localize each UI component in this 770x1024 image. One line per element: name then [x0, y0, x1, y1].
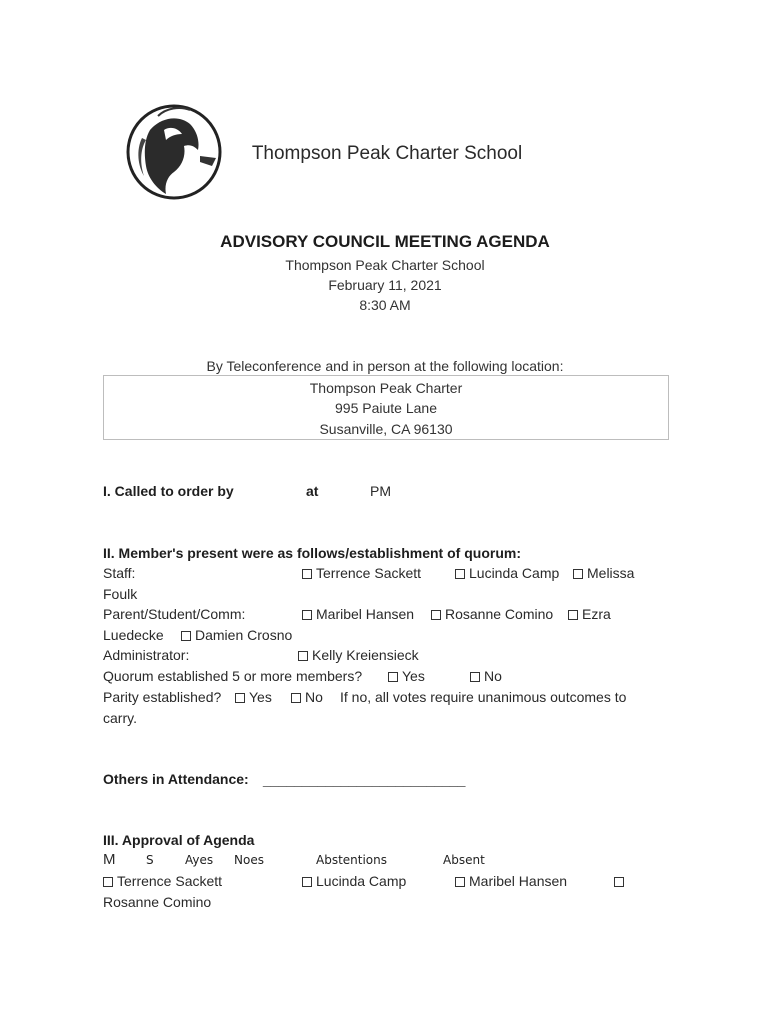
- vote-member-3[interactable]: [455, 873, 567, 889]
- checkbox[interactable]: [181, 631, 191, 641]
- admin-member-1[interactable]: [298, 647, 419, 663]
- parent-label: Parent/Student/Comm:: [103, 606, 246, 622]
- motion-label: M: [103, 851, 116, 868]
- school-name: Thompson Peak Charter School: [251, 143, 523, 164]
- location-box: [103, 375, 669, 440]
- checkbox[interactable]: [455, 877, 465, 887]
- staff-member-2-label: Lucinda Camp: [469, 565, 560, 581]
- checkbox[interactable]: [291, 693, 301, 703]
- checkbox[interactable]: [388, 672, 398, 682]
- vote-member-1-label: Terrence Sackett: [117, 873, 223, 889]
- others-label: Others in Attendance:: [103, 771, 249, 787]
- parity-no-label: No: [305, 689, 323, 705]
- meeting-time: 8:30 AM: [359, 297, 411, 313]
- vote-member-2[interactable]: [302, 873, 406, 889]
- quorum-yes-label: Yes: [402, 668, 425, 684]
- called-pm-label: PM: [370, 483, 391, 499]
- parity-note-cont: carry.: [103, 710, 137, 726]
- section-3-heading: III. Approval of Agenda: [103, 832, 255, 848]
- checkbox[interactable]: [573, 569, 583, 579]
- quorum-question: Quorum established 5 or more members?: [103, 668, 363, 684]
- vote-member-1[interactable]: [103, 873, 222, 889]
- checkbox[interactable]: [103, 877, 113, 887]
- checkbox[interactable]: [298, 651, 308, 661]
- staff-member-2[interactable]: [455, 565, 559, 581]
- checkbox[interactable]: [431, 610, 441, 620]
- parent-member-3[interactable]: [568, 606, 611, 622]
- checkbox[interactable]: [568, 610, 578, 620]
- parity-note: If no, all votes require unanimous outcomes to: [340, 689, 627, 705]
- location-intro: By Teleconference and in person at the following location:: [206, 358, 564, 374]
- parity-question: Parity established?: [103, 689, 222, 705]
- checkbox[interactable]: [455, 569, 465, 579]
- checkbox[interactable]: [470, 672, 480, 682]
- parity-no[interactable]: [291, 689, 323, 705]
- staff-member-1[interactable]: [302, 565, 421, 581]
- admin-label: Administrator:: [103, 647, 190, 663]
- staff-label: Staff:: [103, 565, 136, 581]
- vote-member-3-label: Maribel Hansen: [469, 873, 568, 889]
- location-line-1: Thompson Peak Charter: [309, 380, 463, 396]
- staff-member-3-cont: Foulk: [103, 586, 138, 602]
- parity-yes-label: Yes: [249, 689, 272, 705]
- parent-member-1[interactable]: [302, 606, 414, 622]
- checkbox[interactable]: [614, 877, 624, 887]
- vote-member-2-label: Lucinda Camp: [316, 873, 407, 889]
- absent-label: Absent: [443, 853, 485, 867]
- abstentions-label: Abstentions: [316, 853, 388, 867]
- vote-member-4[interactable]: [614, 873, 628, 889]
- quorum-no-label: No: [484, 668, 502, 684]
- parity-yes[interactable]: [235, 689, 272, 705]
- second-label: S: [146, 853, 154, 867]
- parent-member-1-label: Maribel Hansen: [316, 606, 415, 622]
- location-line-3: Susanville, CA 96130: [319, 421, 453, 437]
- section-2-heading: II. Member's present were as follows/establishment of quorum:: [103, 545, 521, 561]
- staff-member-3[interactable]: [573, 565, 634, 581]
- admin-member-1-label: Kelly Kreiensieck: [312, 647, 419, 663]
- staff-member-3-label: Melissa: [587, 565, 635, 581]
- checkbox[interactable]: [235, 693, 245, 703]
- quorum-yes[interactable]: [388, 668, 425, 684]
- called-to-order-label: I. Called to order by: [103, 483, 234, 499]
- noes-label: Noes: [234, 853, 264, 867]
- checkbox[interactable]: [302, 569, 312, 579]
- quorum-no[interactable]: [470, 668, 502, 684]
- called-at-label: at: [306, 483, 319, 499]
- meeting-date: February 11, 2021: [328, 277, 442, 293]
- parent-member-2-label: Rosanne Comino: [445, 606, 554, 622]
- checkbox[interactable]: [302, 610, 312, 620]
- vote-member-4-label: Rosanne Comino: [103, 894, 212, 910]
- location-line-2: 995 Paiute Lane: [335, 400, 437, 416]
- staff-member-1-label: Terrence Sackett: [316, 565, 422, 581]
- checkbox[interactable]: [302, 877, 312, 887]
- parent-member-4-label: Damien Crosno: [195, 627, 293, 643]
- parent-member-2[interactable]: [431, 606, 553, 622]
- agenda-school: Thompson Peak Charter School: [285, 257, 485, 273]
- parent-member-3-label: Ezra: [582, 606, 611, 622]
- ayes-label: Ayes: [185, 853, 214, 867]
- parent-member-3-cont: Luedecke: [103, 627, 164, 643]
- parent-member-4[interactable]: [181, 627, 292, 643]
- agenda-title: ADVISORY COUNCIL MEETING AGENDA: [220, 232, 550, 251]
- others-blank[interactable]: __________________________: [263, 771, 466, 787]
